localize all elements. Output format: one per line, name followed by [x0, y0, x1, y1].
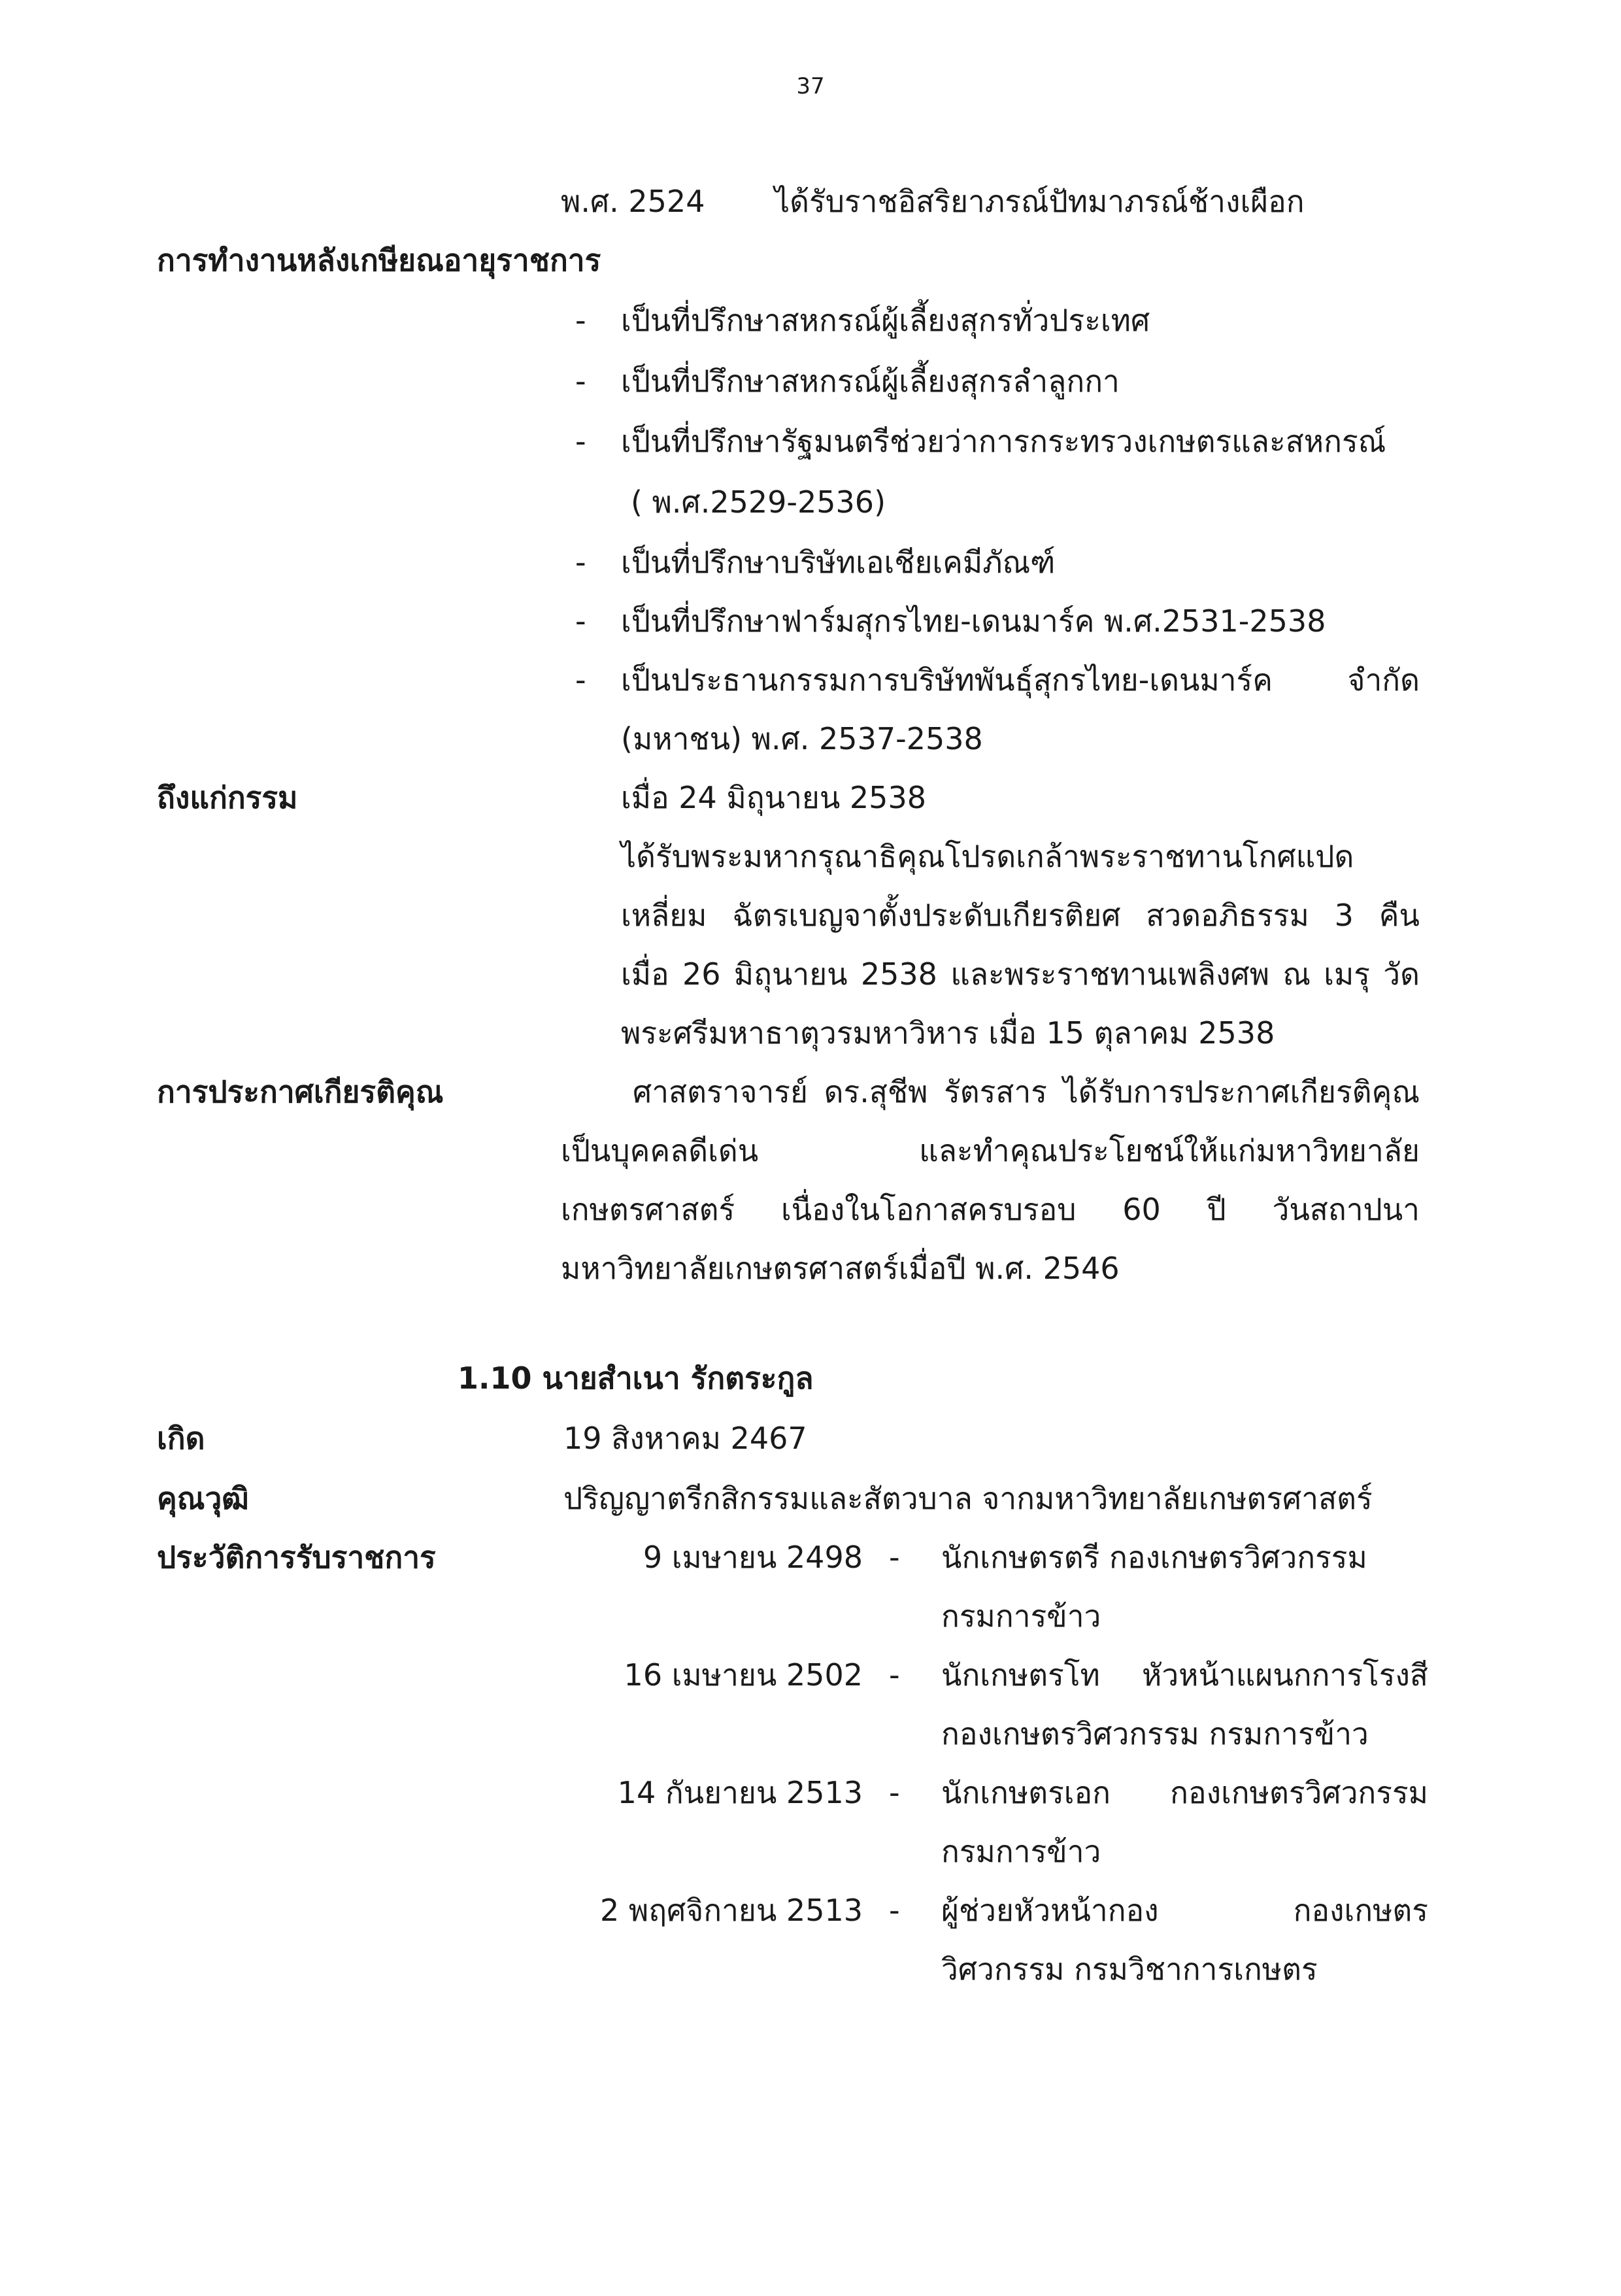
honor-line: เป็นบุคคลดีเด่น และทำคุณประโยชน์ให้แก่มหาวิทยาลัย	[561, 1133, 1420, 1168]
born-label: เกิด	[157, 1421, 205, 1456]
honor-line: ศาสตราจารย์ ดร.สุชีพ รัตรสาร ได้รับการประกาศเกียรติคุณ	[633, 1074, 1420, 1109]
list-item-continuation: ( พ.ศ.2529-2536)	[631, 484, 886, 520]
list-dash: -	[575, 545, 586, 580]
career-position-continuation: วิศวกรรม กรมวิชาการเกษตร	[941, 1951, 1318, 1987]
career-position: ผู้ช่วยหัวหน้ากอง กองเกษตร	[941, 1893, 1428, 1928]
list-item: เป็นที่ปรึกษาสหกรณ์ผู้เลี้ยงสุกรทั่วประเทศ	[621, 303, 1150, 338]
career-position-continuation: กรมการข้าว	[941, 1834, 1101, 1869]
page-number: 37	[796, 73, 825, 99]
career-position: นักเกษตรตรี กองเกษตรวิศวกรรม	[941, 1540, 1367, 1575]
list-item-continuation: (มหาชน) พ.ศ. 2537-2538	[621, 721, 983, 756]
death-line: พระศรีมหาธาตุวรมหาวิหาร เมื่อ 15 ตุลาคม 2538	[621, 1015, 1275, 1051]
list-item: เป็นประธานกรรมการบริษัทพันธุ์สุกรไทย-เดนมาร์ค จำกัด	[621, 662, 1420, 698]
degree-value: ปริญญาตรีกสิกรรมและสัตวบาล จากมหาวิทยาลัยเกษตรศาสตร์	[563, 1481, 1373, 1516]
death-heading: ถึงแก่กรรม	[157, 780, 298, 815]
career-date: 9 เมษายน 2498	[643, 1540, 863, 1575]
death-line: เหลี่ยม ฉัตรเบญจาตั้งประดับเกียรติยศ สวดอภิธรรม 3 คืน	[621, 898, 1420, 933]
death-line: เมื่อ 24 มิถุนายน 2538	[621, 780, 926, 815]
list-dash: -	[575, 662, 586, 698]
career-position: นักเกษตรโท หัวหน้าแผนกการโรงสี	[941, 1657, 1428, 1693]
honor-heading: การประกาศเกียรติคุณ	[157, 1074, 444, 1109]
career-date: 16 เมษายน 2502	[624, 1657, 863, 1693]
career-date: 2 พฤศจิกายน 2513	[600, 1893, 863, 1928]
born-value: 19 สิงหาคม 2467	[563, 1421, 807, 1456]
list-item: เป็นที่ปรึกษาบริษัทเอเชียเคมีภัณฑ์	[621, 545, 1056, 580]
career-date: 14 กันยายน 2513	[617, 1775, 863, 1810]
section-title: 1.10 นายสำเนา รักตระกูล	[458, 1360, 814, 1396]
death-line: เมื่อ 26 มิถุนายน 2538 และพระราชทานเพลิงศพ ณ เมรุ วัด	[621, 956, 1420, 992]
list-dash: -	[575, 603, 586, 639]
career-dash: -	[889, 1540, 900, 1575]
career-dash: -	[889, 1893, 900, 1928]
list-item: เป็นที่ปรึกษาฟาร์มสุกรไทย-เดนมาร์ค พ.ศ.2531-2538	[621, 603, 1326, 639]
list-item: เป็นที่ปรึกษาสหกรณ์ผู้เลี้ยงสุกรลำลูกกา	[621, 363, 1120, 399]
award-text: ได้รับราชอิสริยาภรณ์ปัทมาภรณ์ช้างเผือก	[775, 184, 1305, 219]
post-retirement-heading: การทำงานหลังเกษียณอายุราชการ	[157, 243, 601, 278]
list-dash: -	[575, 303, 586, 338]
career-label: ประวัติการรับราชการ	[157, 1540, 436, 1575]
list-item: เป็นที่ปรึกษารัฐมนตรีช่วยว่าการกระทรวงเกษตรและสหกรณ์	[621, 424, 1386, 459]
list-dash: -	[575, 363, 586, 399]
honor-line: เกษตรศาสตร์ เนื่องในโอกาสครบรอบ 60 ปี วันสถาปนา	[561, 1192, 1420, 1227]
death-line: ได้รับพระมหากรุณาธิคุณโปรดเกล้าพระราชทานโกศแปด	[621, 839, 1354, 874]
degree-label: คุณวุฒิ	[157, 1481, 249, 1516]
career-dash: -	[889, 1657, 900, 1693]
career-position-continuation: กรมการข้าว	[941, 1598, 1101, 1634]
award-year: พ.ศ. 2524	[561, 184, 705, 219]
career-dash: -	[889, 1775, 900, 1810]
career-position: นักเกษตรเอก กองเกษตรวิศวกรรม	[941, 1775, 1428, 1810]
career-position-continuation: กองเกษตรวิศวกรรม กรมการข้าว	[941, 1716, 1369, 1751]
honor-line: มหาวิทยาลัยเกษตรศาสตร์เมื่อปี พ.ศ. 2546	[561, 1251, 1120, 1286]
list-dash: -	[575, 424, 586, 459]
